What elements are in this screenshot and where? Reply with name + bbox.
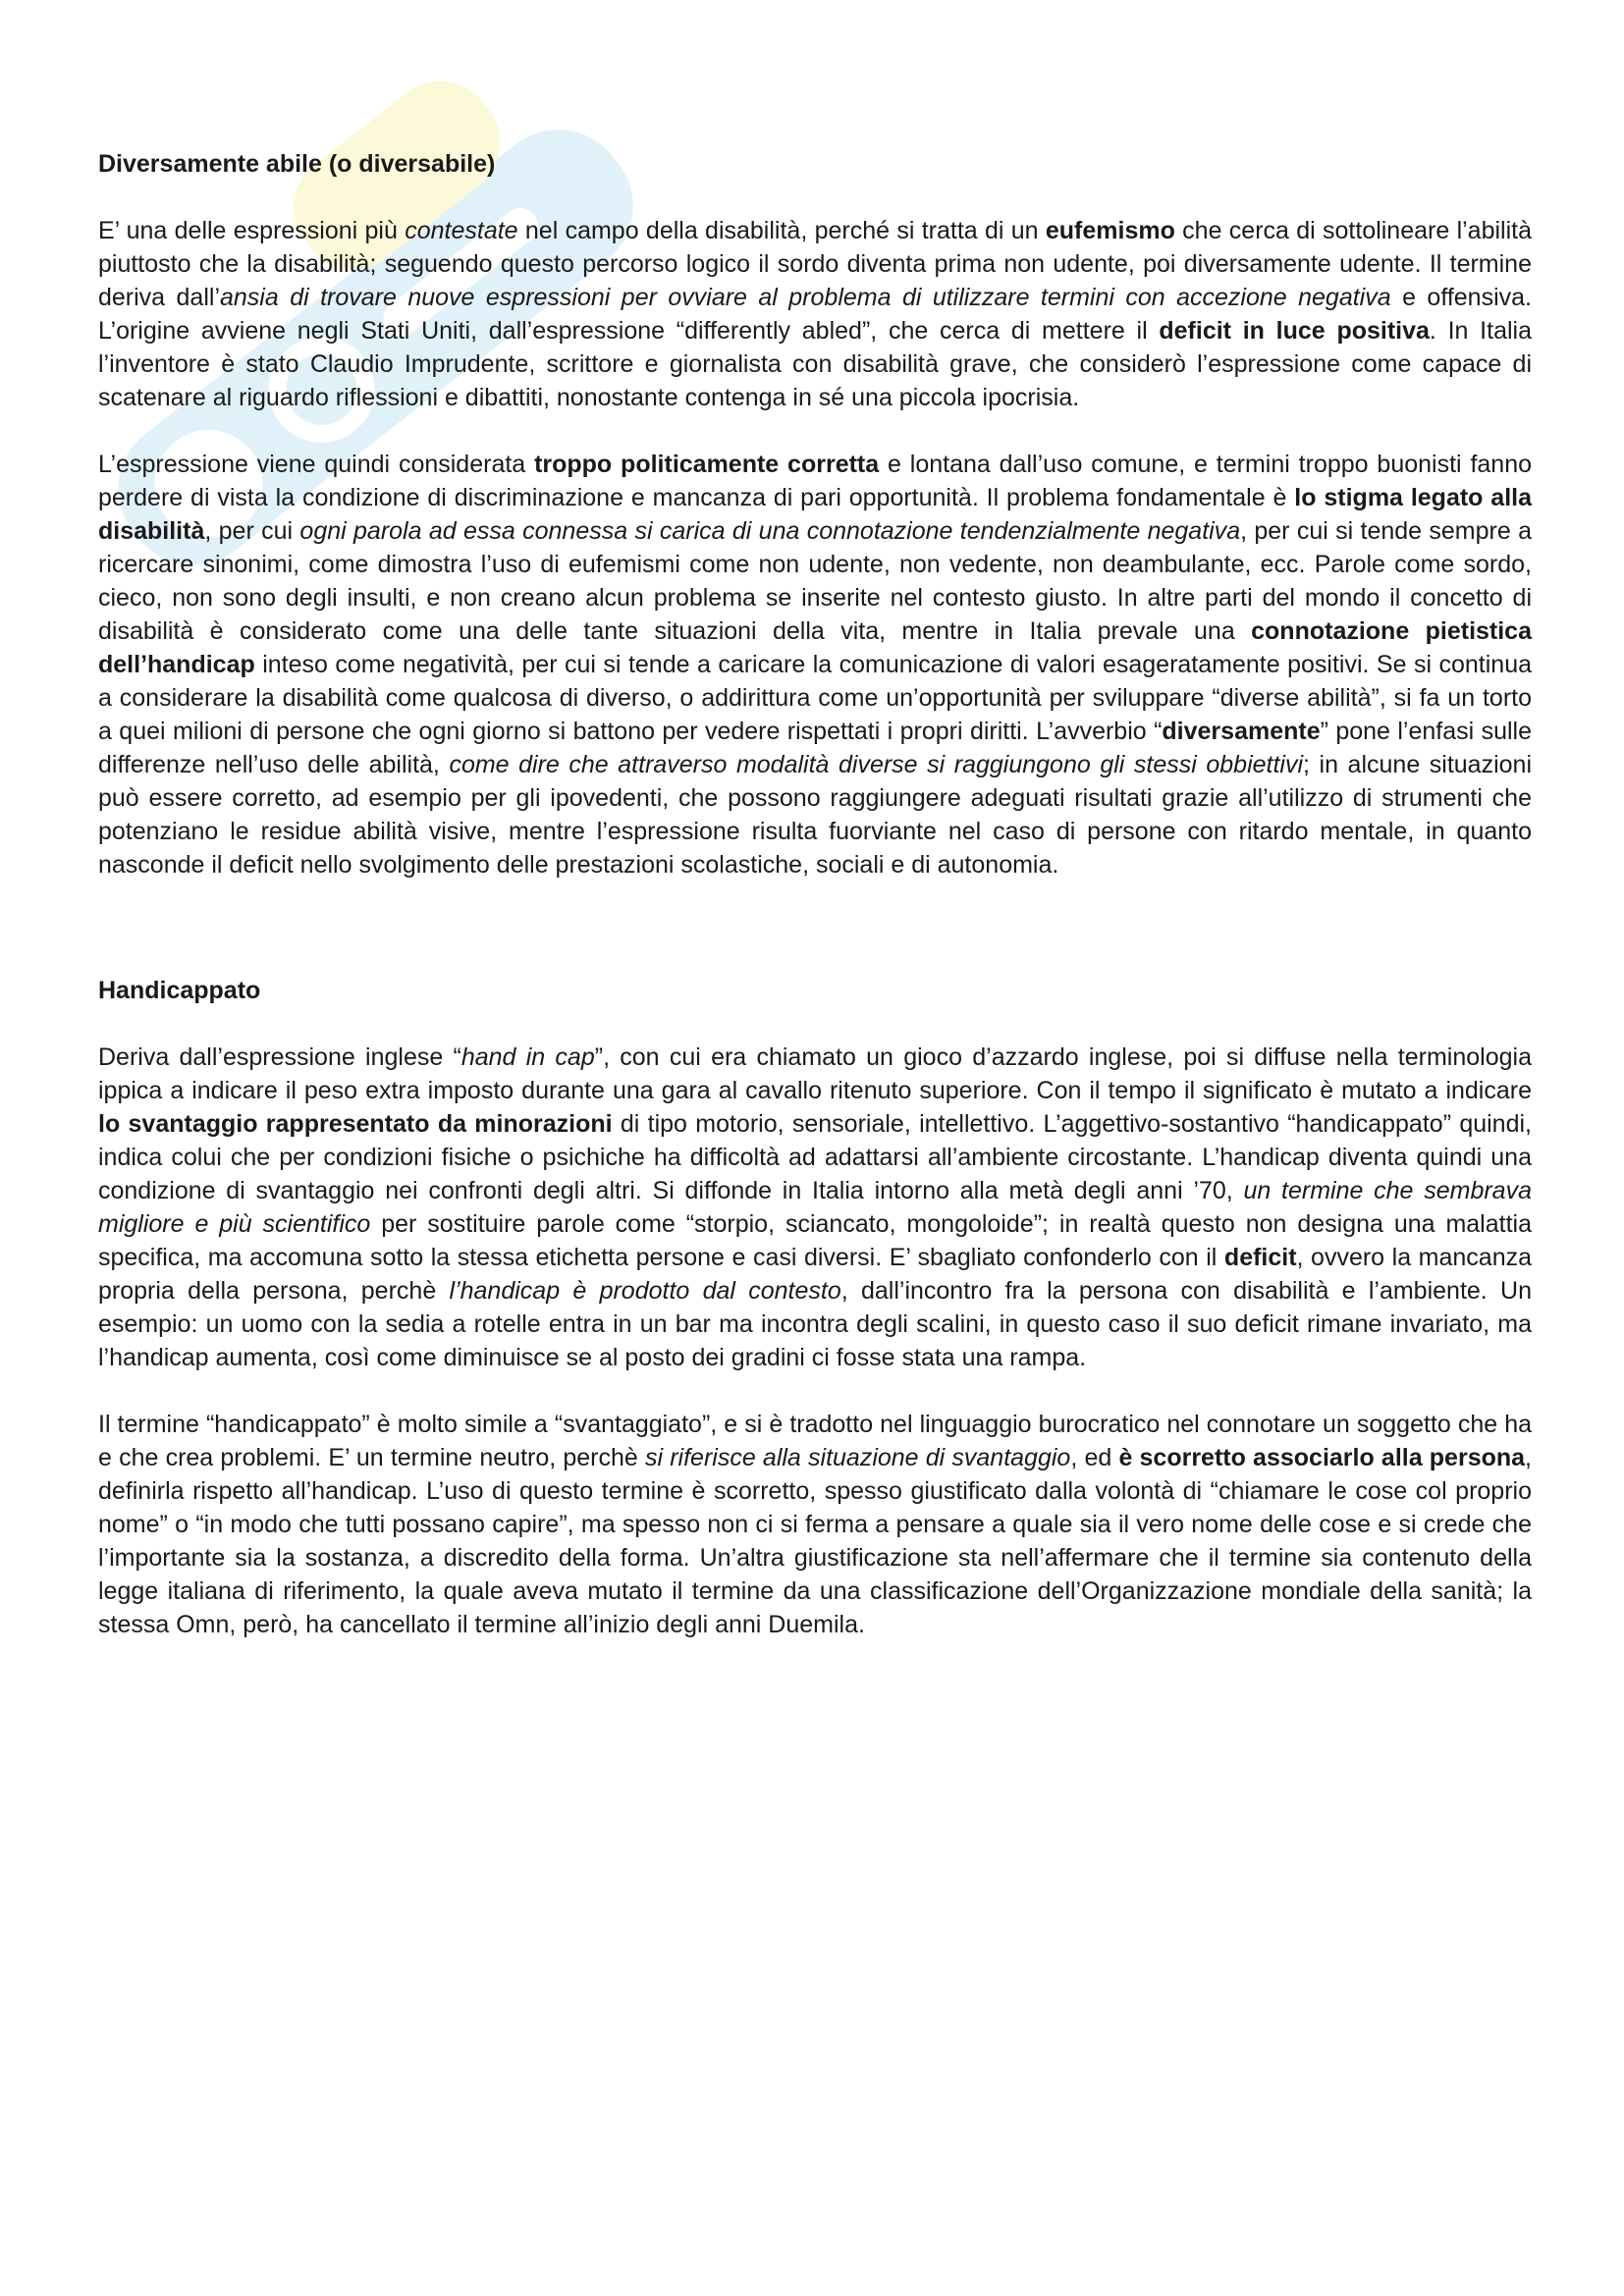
bold-run: è scorretto associarlo alla persona: [1118, 1444, 1526, 1471]
paragraph: [98, 1041, 1532, 1374]
bold-run: troppo politicamente corretta: [534, 451, 880, 478]
bold-run: diversamente: [1162, 718, 1321, 745]
text-run: ; in alcune situazioni può essere corretto, ad esempio per gli ipovedenti, che possono raggiungere adeguati risultati grazie all’utilizzo di strumenti che potenziano le residue abilità visive, mentre l’espressione risulta fuorviante nel caso di persone con ritardo mentale, in quanto nasconde il deficit nello svolgimento delle prestazioni scolastiche, sociali e di autonomia.: [98, 751, 1532, 879]
text-run: , ed: [1070, 1444, 1119, 1471]
text-run: di tipo motorio, sensoriale, intellettivo. L’aggettivo-sostantivo “handicappato” quindi, indica colui che per condizioni fisiche o psichiche ha difficoltà ad adattarsi all’ambiente circostante. L’handicap diventa quindi una condizione di svantaggio nei confronti degli altri. Si diffonde in Italia intorno alla metà degli anni ’70,: [98, 1110, 1532, 1204]
text-run: per sostituire parole come “storpio, sciancato, mongoloide”; in realtà questo non designa una malattia specifica, ma accomuna sotto la stessa etichetta persone e casi diversi. E’ sbagliato confonderlo con il: [98, 1210, 1532, 1271]
bold-run: connotazione pietistica dell’handicap: [98, 617, 1532, 678]
italic-run: contestate: [405, 217, 518, 244]
text-run: L’espressione viene quindi considerata: [98, 451, 535, 478]
text-run: , per cui: [204, 517, 300, 545]
italic-run: come dire che attraverso modalità diverse si raggiungono gli stessi obbiettivi: [449, 751, 1304, 778]
text-run: Il termine “handicappato” è molto simile a “svantaggiato”, e si è tradotto nel linguaggio burocratico nel connotare un soggetto che ha e che crea problemi. E’ un termine neutro, perchè: [98, 1411, 1532, 1471]
section-title: Diversamente abile (o diversabile): [98, 150, 496, 178]
italic-run: ansia di trovare nuove espressioni per ovviare al problema di utilizzare termini con accezione negativa: [220, 284, 1391, 311]
document-page: [98, 147, 1532, 1675]
section-spacer: [98, 915, 1532, 974]
italic-run: si riferisce alla situazione di svantaggio: [645, 1444, 1071, 1471]
text-run: e lontana dall’uso comune, e termini troppo buonisti fanno perdere di vista la condizione di discriminazione e mancanza di pari opportunità. Il problema fondamentale è: [98, 451, 1533, 511]
paragraph: [98, 1408, 1532, 1641]
text-run: . In Italia l’inventore è stato Claudio Imprudente, scrittore e giornalista con disabilità grave, che considerò l’espressione come capace di scatenare al riguardo riflessioni e dibattiti, nonostante contenga in sé una piccola ipocrisia.: [98, 317, 1532, 411]
paragraph: [98, 448, 1532, 881]
bold-run: lo stigma legato alla disabilità: [98, 484, 1533, 545]
bold-run: deficit: [1223, 1244, 1297, 1271]
italic-run: hand in cap: [460, 1043, 595, 1071]
text-run: che cerca di sottolineare l’abilità piuttosto che la disabilità; seguendo questo percorso logico il sordo diventa prima non udente, poi diversamente udente. Il termine deriva dall’: [98, 217, 1532, 311]
paragraph: [98, 214, 1532, 414]
italic-run: un termine che sembrava migliore e più scientifico: [98, 1177, 1532, 1238]
text-run: , dall’incontro fra la persona con disabilità e l’ambiente. Un esempio: un uomo con la sedia a rotelle entra in un bar ma incontra degli scalini, in questo caso il suo deficit rimane invariato, ma l’handicap aumenta, così come diminuisce se al posto dei gradini ci fosse stata una rampa.: [98, 1277, 1532, 1371]
text-run: , definirla rispetto all’handicap. L’uso di questo termine è scorretto, spesso giustificato dalla volontà di “chiamare le cose col proprio nome” o “in modo che tutti possano capire”, ma spesso non ci si ferma a pensare a quale sia il vero nome delle cose e si crede che l’importante sia la sostanza, a discredito della forma. Un’altra giustificazione sta nell’affermare che il termine sia contenuto della legge italiana di riferimento, la quale aveva mutato il termine da una classificazione dell’Organizzazione mondiale della sanità; la stessa Omn, però, ha cancellato il termine all’inizio degli anni Duemila.: [98, 1444, 1532, 1638]
bold-run: deficit in luce positiva: [1159, 317, 1430, 345]
bold-run: eufemismo: [1045, 217, 1175, 244]
text-run: ” pone l’enfasi sulle differenze nell’uso delle abilità,: [98, 718, 1533, 778]
text-run: Deriva dall’espressione inglese “: [98, 1043, 461, 1071]
section-title: Handicappato: [98, 977, 261, 1004]
text-run: ”, con cui era chiamato un gioco d’azzardo inglese, poi si diffuse nella terminologia ippica a indicare il peso extra imposto durante una gara al cavallo ritenuto superiore. Con il tempo il significato è mutato a indicare: [98, 1043, 1532, 1104]
text-run: , ovvero la mancanza propria della persona, perchè: [98, 1244, 1532, 1305]
text-run: E’ una delle espressioni più: [98, 217, 406, 244]
text-run: e offensiva. L’origine avviene negli Stati Uniti, dall’espressione “differently abled”, che cerca di mettere il: [98, 284, 1532, 345]
text-run: , per cui si tende sempre a ricercare sinonimi, come dimostra l’uso di eufemismi come non udente, non vedente, non deambulante, ecc. Parole come sordo, cieco, non sono degli insulti, e non creano alcun problema se inserite nel contesto giusto. In altre parti del mondo il concetto di disabilità è considerato come una delle tante situazioni della vita, mentre in Italia prevale una: [98, 517, 1533, 645]
text-run: inteso come negatività, per cui si tende a caricare la comunicazione di valori esageratamente positivi. Se si continua a considerare la disabilità come qualcosa di diverso, o addirittura come un’opportunità per sviluppare “diverse abilità”, si fa un torto a quei milioni di persone che ogni giorno si battono per vedere rispettati i propri diritti. L’avverbio “: [98, 651, 1532, 745]
italic-run: l’handicap è prodotto dal contesto: [449, 1277, 841, 1305]
text-run: nel campo della disabilità, perché si tratta di un: [517, 217, 1046, 244]
bold-run: lo svantaggio rappresentato da minorazioni: [98, 1110, 613, 1138]
italic-run: ogni parola ad essa connessa si carica di una connotazione tendenzialmente negativa: [299, 517, 1241, 545]
